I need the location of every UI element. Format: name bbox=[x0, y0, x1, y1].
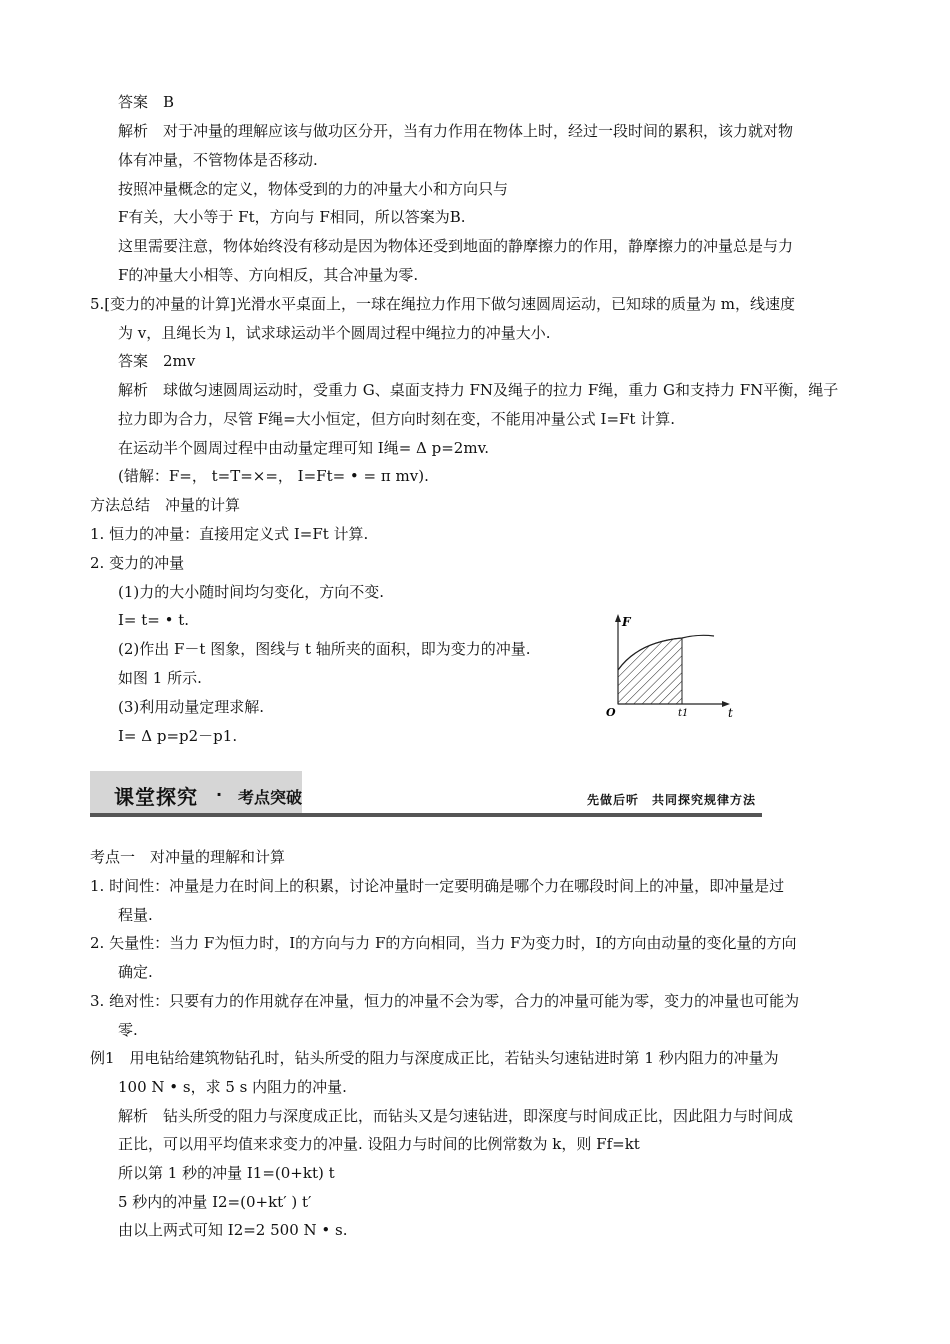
analysis-5-line-1: 解析 球做匀速圆周运动时，受重力 G、桌面支持力 FN及绳子的拉力 F绳，重力 G和支持力 FN平衡，绳子 bbox=[118, 381, 839, 399]
y-axis-arrow bbox=[615, 614, 621, 622]
analysis-5-line-4: (错解：F=， t=T=×=， I=Ft= • = π mv). bbox=[118, 467, 429, 485]
method-item-1: 1. 恒力的冲量：直接用定义式 I=Ft 计算. bbox=[90, 525, 369, 543]
analysis-4-line-3: 按照冲量概念的定义，物体受到的力的冲量大小和方向只与 bbox=[118, 180, 509, 198]
method-item-2: 2. 变力的冲量 bbox=[90, 554, 185, 572]
banner-rule bbox=[90, 813, 762, 817]
banner-title: 课堂探究 bbox=[114, 785, 198, 809]
answer-label-4: 答案 B bbox=[118, 93, 175, 111]
method-item-2-sub-3: (3)利用动量定理求解. bbox=[118, 698, 265, 716]
topic-1-point-1-line-2: 程量. bbox=[118, 906, 153, 924]
banner-subtitle: 考点突破 bbox=[238, 788, 303, 807]
section-banner bbox=[90, 771, 762, 817]
y-axis-label: F bbox=[622, 615, 631, 629]
banner-dot: · bbox=[216, 785, 223, 804]
method-summary-heading: 方法总结 冲量的计算 bbox=[90, 496, 241, 514]
question-5-line-2: 为 v，且绳长为 l，试求球运动半个圆周过程中绳拉力的冲量大小. bbox=[118, 324, 551, 342]
method-item-2-figure-ref: 如图 1 所示. bbox=[118, 669, 202, 687]
method-item-2-formula-2: I= Δ p=p2－p1. bbox=[118, 727, 238, 745]
analysis-4-line-5: 这里需要注意，物体始终没有移动是因为物体还受到地面的静摩擦力的作用，静摩擦力的冲量总是与力 bbox=[118, 237, 794, 255]
method-item-2-formula-1: I= t= • t. bbox=[118, 611, 190, 629]
analysis-5-line-2: 拉力即为合力，尽管 F绳=大小恒定，但方向时刻在变，不能用冲量公式 I=Ft 计算. bbox=[118, 410, 675, 428]
example-1-analysis-line-5: 由以上两式可知 I2=2 500 N • s. bbox=[118, 1221, 348, 1239]
topic-1-point-3-line-2: 零. bbox=[118, 1021, 138, 1039]
example-1-line-2: 100 N • s，求 5 s 内阻力的冲量. bbox=[118, 1078, 347, 1096]
method-item-2-sub-1: (1)力的大小随时间均匀变化，方向不变. bbox=[118, 583, 385, 601]
answer-label-5: 答案 2mv bbox=[118, 352, 196, 370]
question-5-line-1: 5.[变力的冲量的计算]光滑水平桌面上，一球在绳拉力作用下做匀速圆周运动，已知球的质量为 m，线速度 bbox=[90, 295, 796, 313]
method-item-2-sub-2: (2)作出 F－t 图象，图线与 t 轴所夹的面积，即为变力的冲量. bbox=[118, 640, 531, 658]
analysis-5-line-3: 在运动半个圆周过程中由动量定理可知 I绳= Δ p=2mv. bbox=[118, 439, 490, 457]
topic-1-point-2-line-2: 确定. bbox=[118, 963, 153, 981]
example-1-analysis-line-1: 解析 钻头所受的阻力与深度成正比，而钻头又是匀速钻进，即深度与时间成正比，因此阻力与时间成 bbox=[118, 1107, 794, 1125]
analysis-4-line-6: F的冲量大小相等、方向相反，其合冲量为零. bbox=[118, 266, 419, 284]
example-1-line-1: 例1 用电钻给建筑物钻孔时，钻头所受的阻力与深度成正比，若钻头匀速钻进时第 1 秒内阻力的冲量为 bbox=[90, 1049, 779, 1067]
force-time-graph bbox=[598, 612, 742, 718]
topic-1-point-1-line-1: 1. 时间性：冲量是力在时间上的积累，讨论冲量时一定要明确是哪个力在哪段时间上的冲量，即冲量是过 bbox=[90, 877, 785, 895]
x-axis-label: t bbox=[728, 706, 733, 718]
origin-label: O bbox=[606, 706, 616, 718]
topic-1-point-3-line-1: 3. 绝对性：只要有力的作用就存在冲量，恒力的冲量不会为零，合力的冲量可能为零，变力的冲量也可能为 bbox=[90, 992, 800, 1010]
example-1-analysis-line-2: 正比，可以用平均值来求变力的冲量. 设阻力与时间的比例常数为 k，则 Ff=kt bbox=[118, 1135, 640, 1153]
example-1-analysis-line-4: 5 秒内的冲量 I2=(0+kt′ ) t′ bbox=[118, 1193, 312, 1211]
analysis-4-line-1: 解析 对于冲量的理解应该与做功区分开，当有力作用在物体上时，经过一段时间的累积，该力就对物 bbox=[118, 122, 794, 140]
analysis-4-line-2: 体有冲量，不管物体是否移动. bbox=[118, 151, 318, 169]
banner-right-text: 先做后听 共同探究规律方法 bbox=[586, 793, 756, 807]
topic-1-point-2-line-1: 2. 矢量性：当力 F为恒力时，I的方向与力 F的方向相同，当力 F为变力时，I的方向由动量的变化量的方向 bbox=[90, 934, 797, 952]
example-1-analysis-line-3: 所以第 1 秒的冲量 I1=(0+kt) t bbox=[118, 1164, 335, 1182]
impulse-shaded-area bbox=[618, 638, 682, 704]
topic-1-heading: 考点一 对冲量的理解和计算 bbox=[90, 848, 286, 866]
analysis-4-line-4: F有关，大小等于 Ft，方向与 F相同，所以答案为B. bbox=[118, 208, 466, 226]
t1-tick-label: t1 bbox=[678, 708, 689, 718]
